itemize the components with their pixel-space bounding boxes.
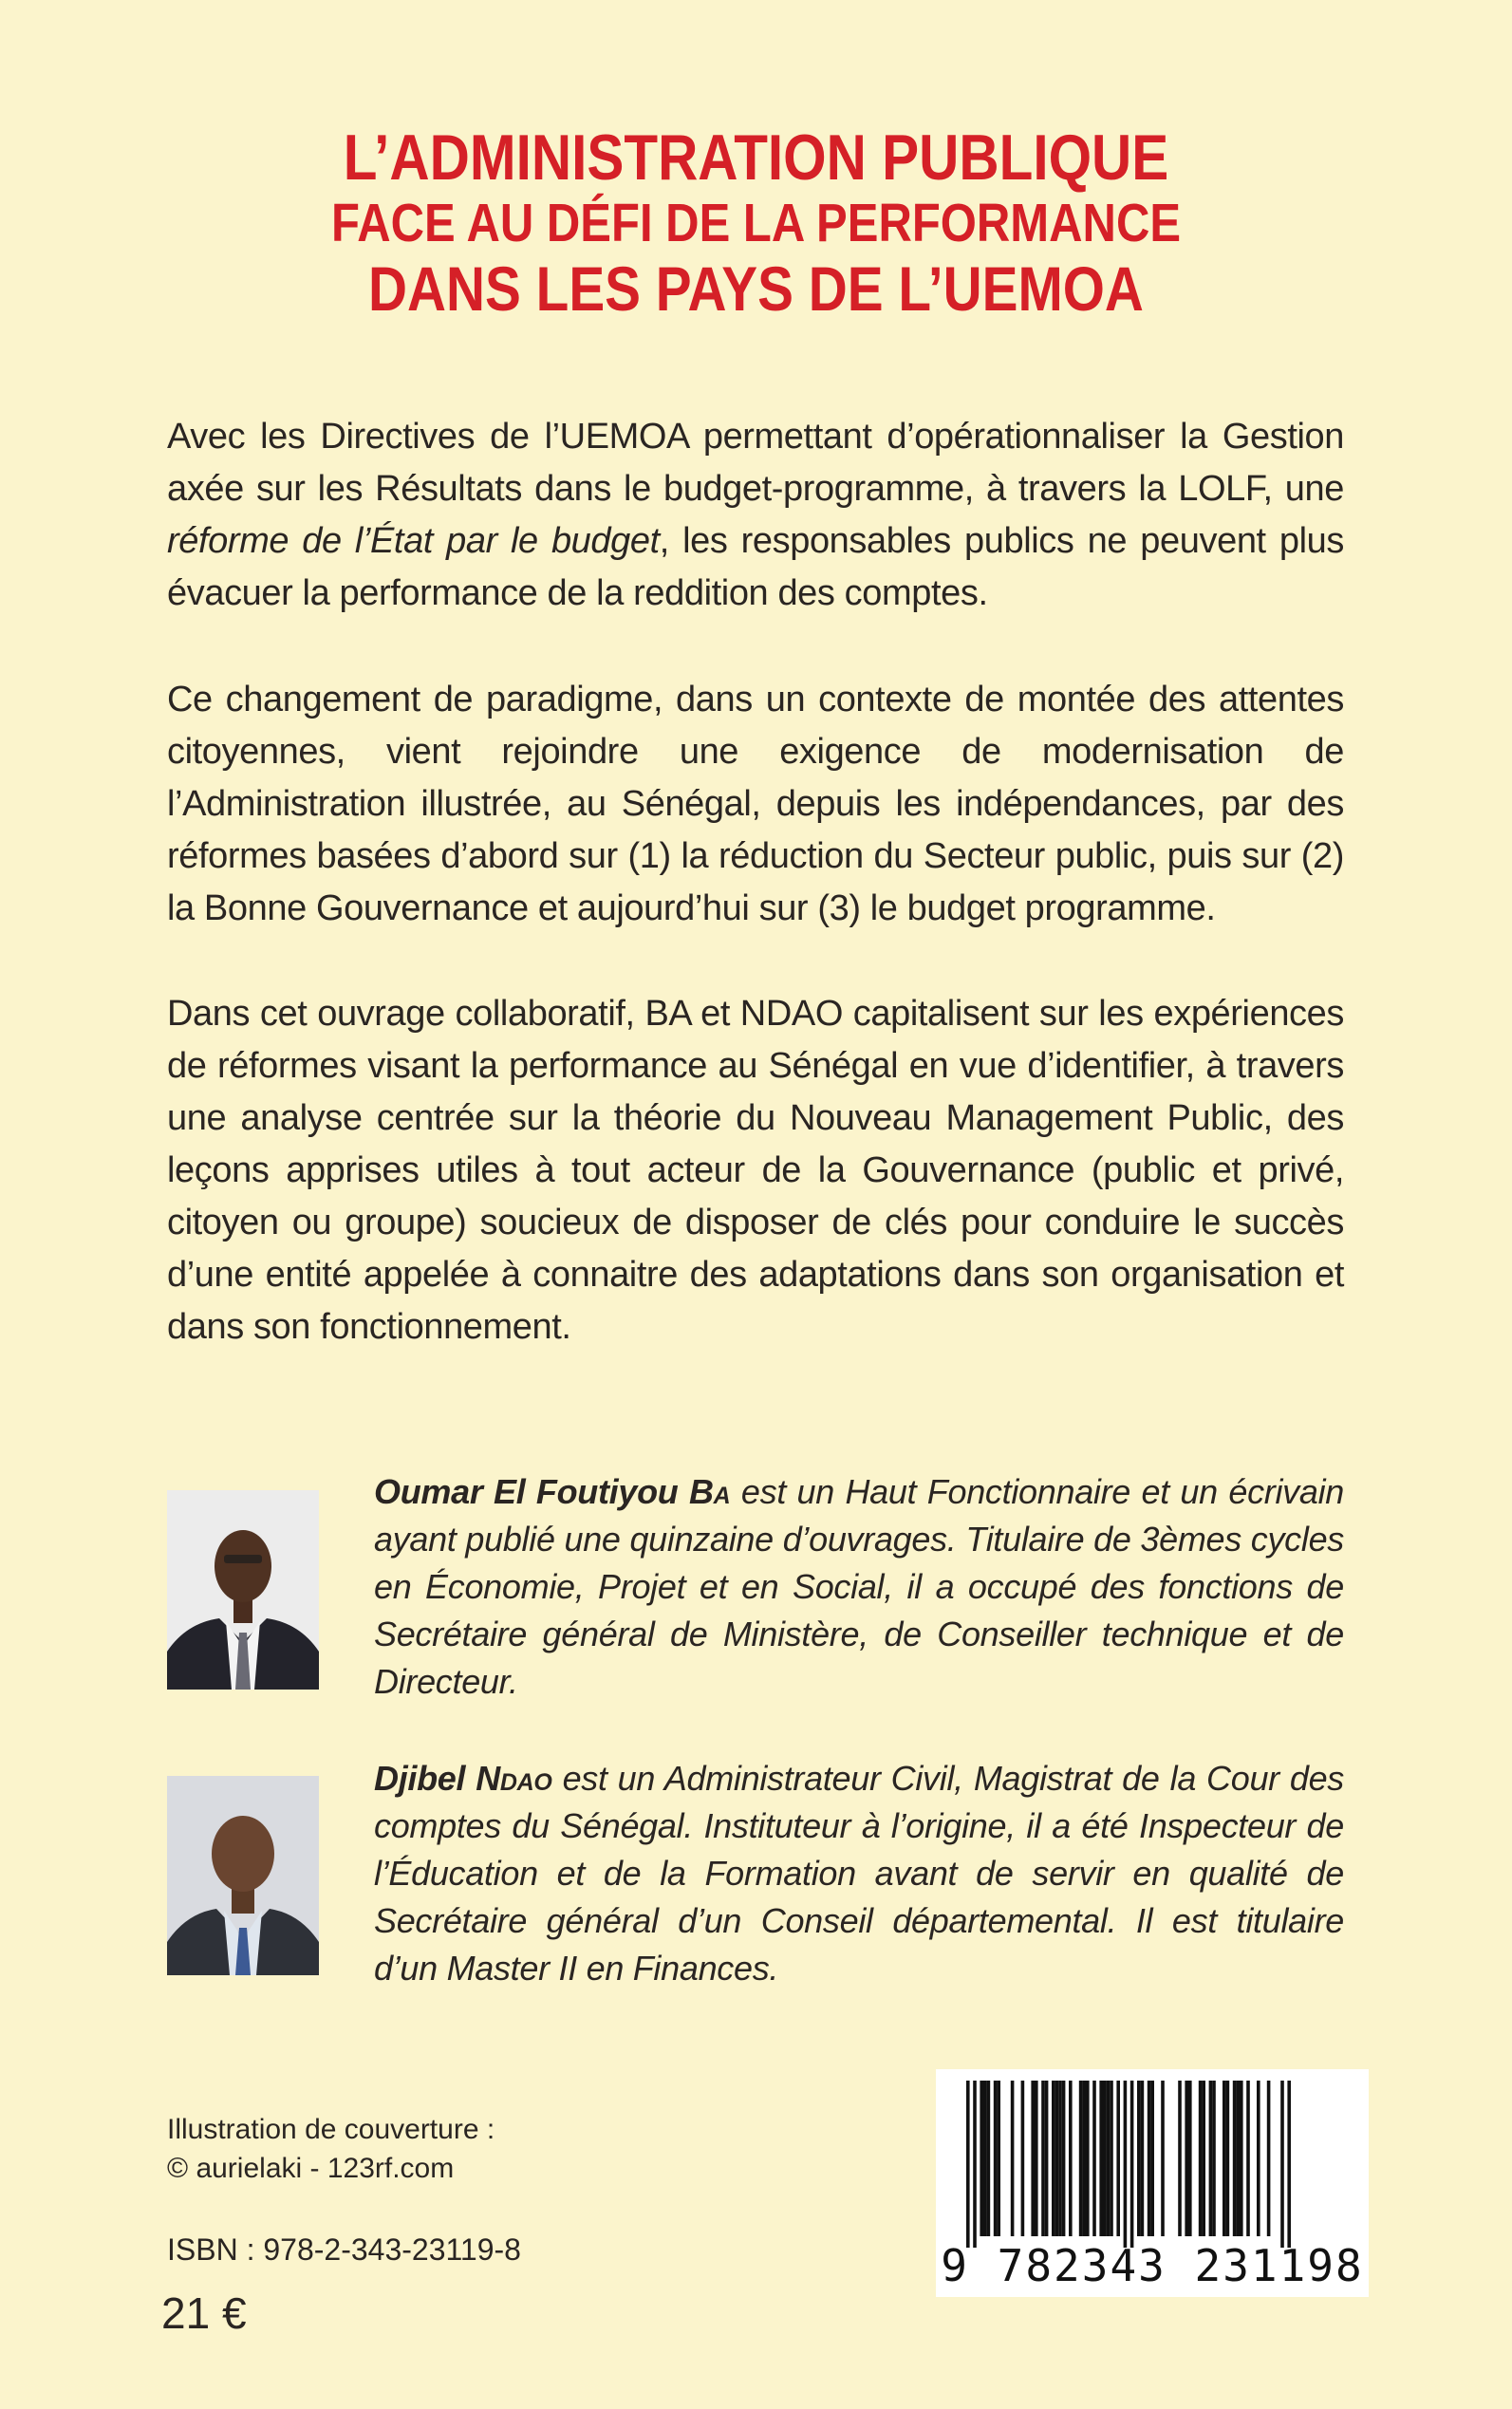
barcode-bar xyxy=(1267,2081,1271,2236)
barcode-bar xyxy=(1141,2081,1145,2236)
summary-paragraph-1-italic: réforme de l’État par le budget xyxy=(167,521,660,561)
barcode-bar xyxy=(1052,2081,1055,2236)
author-1-photo xyxy=(167,1490,319,1690)
author-1-portrait-illustration xyxy=(167,1490,319,1690)
barcode-bar xyxy=(1240,2081,1243,2236)
title-line-3: DANS LES PAYS DE L’UEMOA xyxy=(368,252,1144,324)
summary-paragraph-2: Ce changement de paradigme, dans un contexte de montée des attentes citoyennes, vient rejoindre une exigence de modernisation de l’Administration illustrée, au Sénégal, depuis les indépendances, par des réformes basées d’abord sur (1) la réduction du Secteur public, puis sur (2) la Bonne Gouvernance et aujourd’hui sur (3) le budget programme. xyxy=(167,680,1344,928)
author-2-photo xyxy=(167,1776,319,1975)
author-2-name: Djibel xyxy=(374,1759,466,1798)
barcode-bar xyxy=(1082,2081,1086,2236)
barcode-bar xyxy=(1246,2081,1250,2236)
author-2-bio xyxy=(374,1755,1344,1992)
barcode-bar xyxy=(1212,2081,1216,2236)
barcode-bar xyxy=(1233,2081,1237,2236)
summary-paragraph-1 xyxy=(167,411,1344,620)
barcode-bar xyxy=(1069,2081,1073,2236)
barcode-bar xyxy=(1137,2081,1141,2236)
barcode-bar xyxy=(1011,2081,1015,2236)
price: 21 € xyxy=(161,2288,247,2338)
book-title xyxy=(106,121,1407,325)
barcode-bar xyxy=(1202,2081,1205,2236)
barcode-bar xyxy=(980,2081,983,2236)
title-line-2: FACE AU DÉFI DE LA PERFORMANCE xyxy=(330,193,1182,254)
barcode-bar xyxy=(973,2081,977,2248)
barcode-bar xyxy=(1124,2081,1128,2248)
barcode-bar xyxy=(1045,2081,1049,2236)
title-line-1: L’ADMINISTRATION PUBLIQUE xyxy=(343,121,1169,194)
barcode-bar xyxy=(1099,2081,1103,2236)
barcode-digits: 9 782343 231198 xyxy=(941,2240,1364,2291)
barcode-bar xyxy=(1226,2081,1230,2236)
barcode-bar xyxy=(1199,2081,1203,2236)
barcode-bars xyxy=(936,2069,1369,2250)
barcode-bar xyxy=(1031,2081,1035,2236)
barcode-bar xyxy=(1110,2081,1113,2236)
author-1-bio xyxy=(374,1468,1344,1706)
barcode-bar xyxy=(1062,2081,1066,2236)
author-2-surname: Ndao xyxy=(476,1759,552,1798)
author-1-bio-text: est un Haut Fonctionnaire et un écrivain ayant publié une quinzaine d’ouvrages. Titulaire de 3èmes cycles en Économie, Projet et en Social, il a occupé des fonctions de Secrétaire général de Ministère, de Conseiller technique et de Directeur. xyxy=(374,1472,1344,1701)
barcode-bar xyxy=(966,2081,970,2248)
barcode-bar xyxy=(1055,2081,1059,2236)
barcode-bar xyxy=(1185,2081,1188,2236)
barcode-bar xyxy=(1148,2081,1151,2236)
author-2-portrait-illustration xyxy=(167,1776,319,1975)
barcode xyxy=(936,2069,1369,2297)
author-1-name: Oumar El Foutiyou xyxy=(374,1472,679,1511)
barcode-bar xyxy=(1021,2081,1025,2236)
barcode-bar xyxy=(1092,2081,1096,2236)
author-2-bio-text: est un Administrateur Civil, Magistrat de la Cour des comptes du Sénégal. Instituteur à l’origine, il a été Inspecteur de l’Éducation et de la Formation avant de servir en qualité de Secrétaire général d’un Conseil départemental. Il est titulaire d’un Master II en Finances. xyxy=(374,1759,1344,1988)
barcode-bar xyxy=(994,2081,998,2236)
barcode-bar xyxy=(1107,2081,1111,2236)
summary-paragraph-1-part1: Avec les Directives de l’UEMOA permettant d’opérationnaliser la Gestion axée sur les Résultats dans le budget-programme, à travers la LOLF, une xyxy=(167,417,1344,509)
barcode-bar xyxy=(1257,2081,1260,2236)
barcode-bar xyxy=(1161,2081,1165,2236)
barcode-bar xyxy=(1058,2081,1062,2236)
summary-paragraph-3: Dans cet ouvrage collaboratif, BA et NDAO capitalisent sur les expériences de réformes visant la performance au Sénégal en vue d’identifier, à travers une analyse centrée sur la théorie du Nouveau Management Public, des leçons apprises utiles à tout acteur de la Gouvernance (public et privé, citoyen ou groupe) soucieux de disposer de clés pour conduire le succès d’une entité appelée à connaitre des adaptations dans son organisation et dans son fonctionnement. xyxy=(167,994,1344,1347)
isbn: ISBN : 978-2-343-23119-8 xyxy=(167,2232,521,2267)
summary-paragraph-1-part2: , les responsables publics ne peuvent plus évacuer la performance de la reddition des comptes. xyxy=(167,521,1344,613)
barcode-bar xyxy=(983,2081,987,2236)
barcode-bar xyxy=(1130,2081,1134,2248)
barcode-bar xyxy=(1236,2081,1240,2236)
barcode-bar xyxy=(987,2081,991,2236)
barcode-bar xyxy=(1280,2081,1284,2248)
barcode-bar xyxy=(997,2081,1000,2236)
barcode-bar xyxy=(1287,2081,1291,2248)
barcode-bar xyxy=(1150,2081,1154,2236)
barcode-bar xyxy=(1178,2081,1182,2236)
illustration-credit-source: © aurielaki - 123rf.com xyxy=(167,2153,455,2184)
illustration-credit-label: Illustration de couverture : xyxy=(167,2114,495,2145)
barcode-bar xyxy=(1209,2081,1213,2236)
barcode-bar xyxy=(1041,2081,1045,2236)
barcode-bar xyxy=(1035,2081,1038,2236)
barcode-bar xyxy=(1223,2081,1226,2236)
barcode-bar xyxy=(1079,2081,1083,2236)
barcode-bar xyxy=(1086,2081,1090,2236)
barcode-bar xyxy=(1188,2081,1192,2236)
barcode-bar xyxy=(1103,2081,1107,2236)
author-1-surname: Ba xyxy=(688,1472,731,1511)
barcode-bar xyxy=(1116,2081,1120,2236)
